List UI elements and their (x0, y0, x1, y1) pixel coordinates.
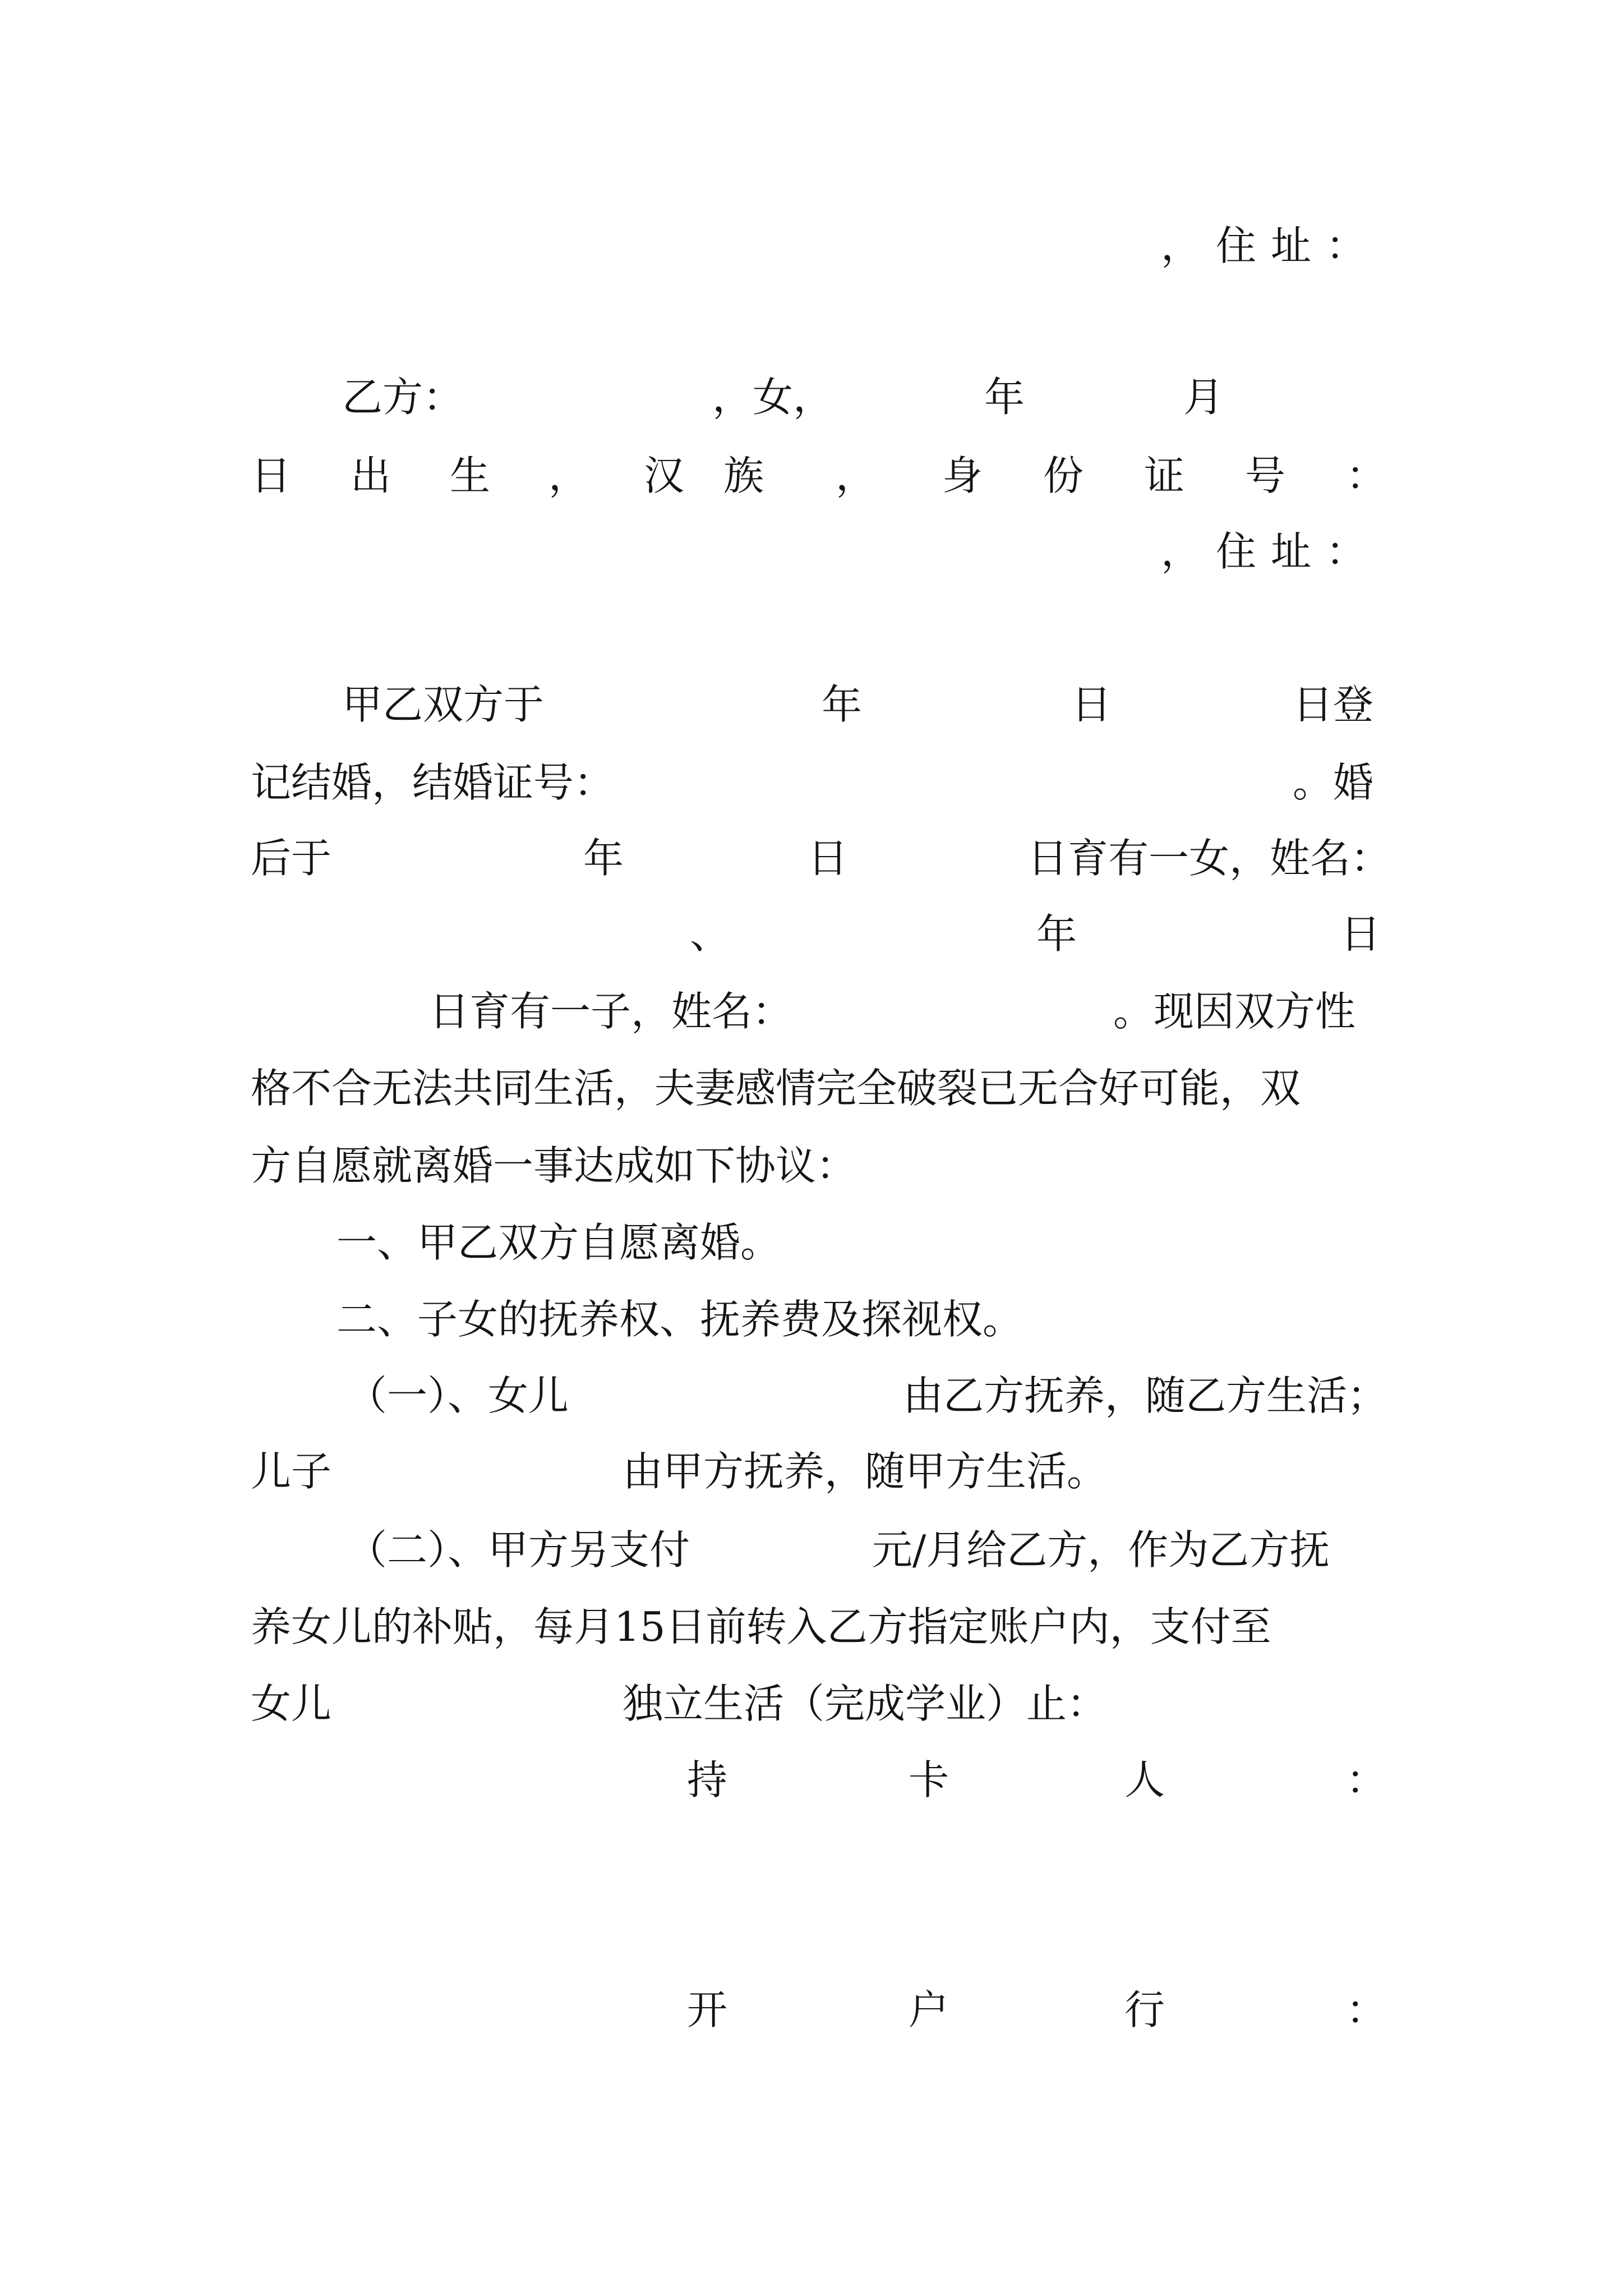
body-text: 格不合无法共同生活，夫妻感情完全破裂已无合好可能，双 (251, 1065, 1301, 1112)
cardholder-label: 人 (1124, 1756, 1165, 1803)
bank-label: 行 (1124, 1986, 1165, 2033)
daughter-birth-year-label: 年 (583, 835, 624, 882)
bank-label: 户 (909, 1986, 949, 2033)
marriage-certificate-label: 记结婚，结婚证号： (251, 759, 615, 806)
daughter-name-label: 日育有一女，姓名： (1027, 835, 1391, 882)
marriage-register-text: 日登 (1293, 681, 1374, 728)
marriage-year-label: 年 (822, 681, 863, 728)
cardholder-label: 持 (687, 1756, 728, 1803)
line3-char: 出 (351, 452, 391, 499)
clause-2-1-daughter-custody: 由乙方抚养，随乙方生活； (903, 1372, 1388, 1419)
address-label-party-b: ，住址： (1161, 528, 1381, 575)
line3-char: ： (1346, 452, 1387, 499)
clause-2-2-payment: （二）、甲方另支付 (347, 1526, 690, 1573)
marriage-intro: 甲乙双方于 (342, 681, 545, 728)
body-text: 方自愿就离婚一事达成如下协议： (251, 1142, 857, 1189)
clause-2-2-daughter: 女儿 (251, 1680, 332, 1727)
cardholder-colon: ： (1346, 1756, 1387, 1803)
divorce-reason-start: 。现因双方性 (1113, 988, 1356, 1035)
line3-char: 份 (1043, 452, 1084, 499)
marriage-day-label: 日 (1071, 681, 1112, 728)
clause-2-heading: 二、子女的抚养权、抚养费及探视权。 (336, 1296, 1023, 1343)
clause-2-2-amount-unit: 元/月给乙方，作为乙方抚 (872, 1526, 1330, 1573)
clause-2-2-until: 独立生活（完成学业）止： (623, 1680, 1108, 1727)
son-birth-year-label: 年 (1036, 910, 1077, 958)
clause-2-1-son: 儿子 (251, 1448, 332, 1495)
bank-label: 开 (687, 1986, 728, 2033)
son-name-label: 日育有一子，姓名： (429, 988, 793, 1035)
line3-char: 日 (251, 452, 292, 499)
son-birth-day-label: 日 (1340, 910, 1381, 958)
line3-char: 族 (723, 452, 764, 499)
cardholder-label: 卡 (909, 1756, 949, 1803)
party-b-gender: ，女， (712, 374, 834, 421)
line3-char: 身 (942, 452, 983, 499)
address-label-party-a: ，住址： (1161, 222, 1381, 269)
clause-2-1-son-custody: 由甲方抚养，随甲方生活。 (623, 1448, 1108, 1495)
birth-year-label: 年 (984, 374, 1025, 421)
enumeration-comma: 、 (690, 910, 731, 958)
line3-char: 汉 (644, 452, 685, 499)
line3-char: ， (548, 452, 589, 499)
bank-colon: ： (1346, 1986, 1387, 2033)
line3-char: ， (836, 452, 877, 499)
clause-1: 一、甲乙双方自愿离婚。 (336, 1219, 781, 1266)
marriage-certificate-end: 。婚 (1293, 759, 1374, 806)
body-text: 养女儿的补贴，每月15日前转入乙方指定账户内，支付至 (251, 1603, 1271, 1650)
birth-month-label: 月 (1183, 374, 1224, 421)
after-marriage-label: 后于 (251, 835, 332, 882)
line3-char: 生 (450, 452, 491, 499)
line3-char: 号 (1245, 452, 1286, 499)
line3-char: 证 (1144, 452, 1185, 499)
daughter-birth-day-label: 日 (808, 835, 849, 882)
party-b-label: 乙方： (342, 374, 464, 421)
clause-2-1-daughter: （一）、女儿 (347, 1372, 569, 1419)
